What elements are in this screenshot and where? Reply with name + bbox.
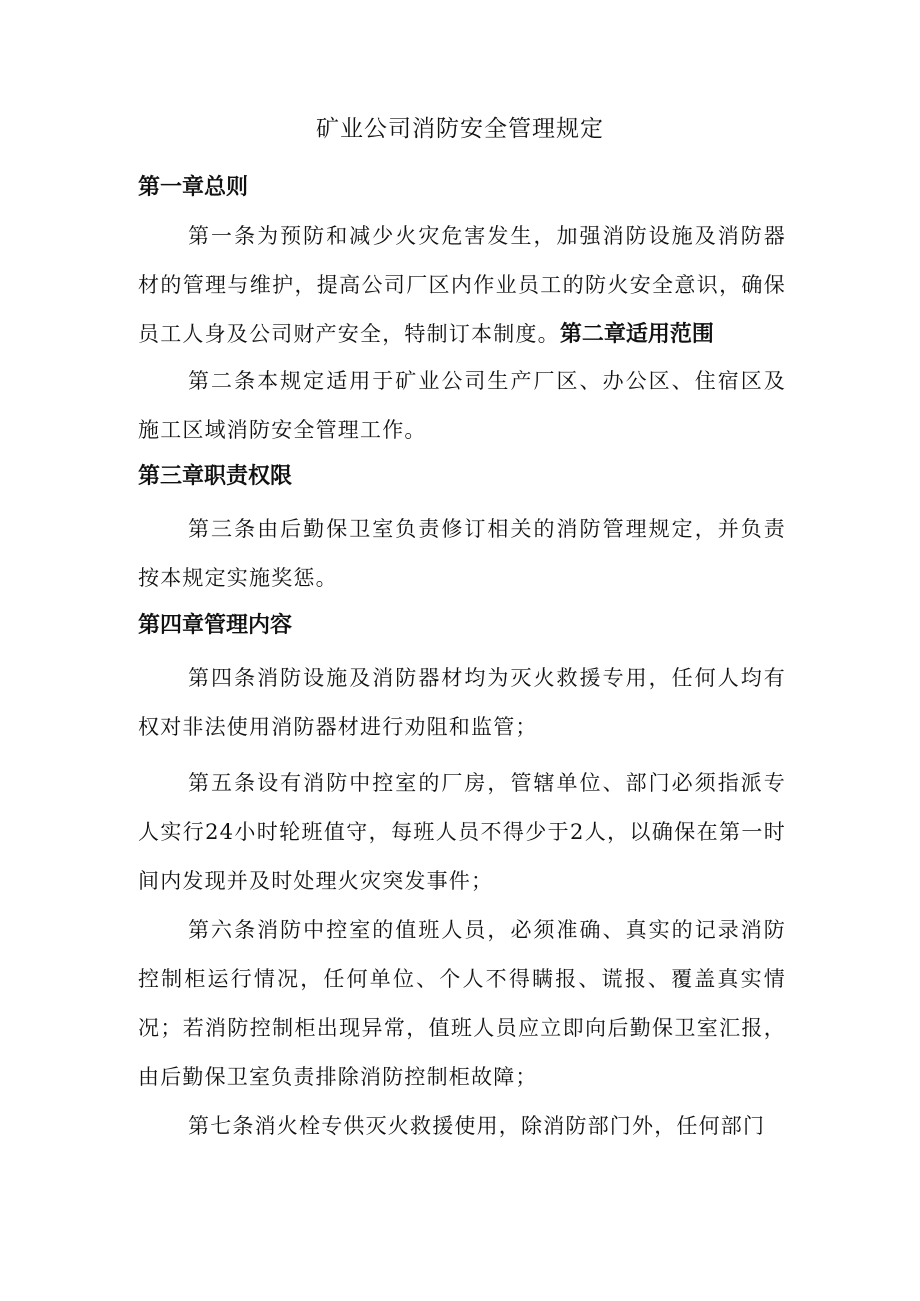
article-1-text: 第一条为预防和减少火灾危害发生，加强消防设施及消防器材的管理与维护，提高公司厂区内作业员工的防火安全意识，确保员工人身及公司财产安全，特制订本制度。 xyxy=(138,224,786,346)
article-5-paragraph: 第五条设有消防中控室的厂房，管辖单位、部门必须指派专人实行24小时轮班值守，每班人员不得少于2人，以确保在第一时间内发现并及时处理火灾突发事件； xyxy=(138,771,786,893)
article-7-paragraph: 第七条消火栓专供灭火救援使用，除消防部门外，任何部门 xyxy=(188,1114,766,1138)
document-title: 矿业公司消防安全管理规定 xyxy=(316,116,604,142)
article-2-paragraph: 第二条本规定适用于矿业公司生产厂区、办公区、住宿区及施工区域消防安全管理工作。 xyxy=(138,369,786,442)
chapter-4-heading: 第四章管理内容 xyxy=(138,613,293,638)
article-1-paragraph xyxy=(138,212,786,359)
chapter-2-heading: 第二章适用范围 xyxy=(559,322,714,347)
chapter-1-heading: 第一章总则 xyxy=(138,175,249,200)
chapter-3-heading: 第三章职责权限 xyxy=(138,464,293,489)
article-6-paragraph: 第六条消防中控室的值班人员，必须准确、真实的记录消防控制柜运行情况，任何单位、个人不得瞒报、谎报、覆盖真实情况；若消防控制柜出现异常，值班人员应立即向后勤保卫室汇报，由后勤保卫室负责排除消防控制柜故障； xyxy=(138,918,786,1089)
article-3-paragraph: 第三条由后勤保卫室负责修订相关的消防管理规定，并负责按本规定实施奖惩。 xyxy=(138,517,786,590)
article-4-paragraph: 第四条消防设施及消防器材均为灭火救援专用，任何人均有权对非法使用消防器材进行劝阻和监管； xyxy=(138,666,786,739)
